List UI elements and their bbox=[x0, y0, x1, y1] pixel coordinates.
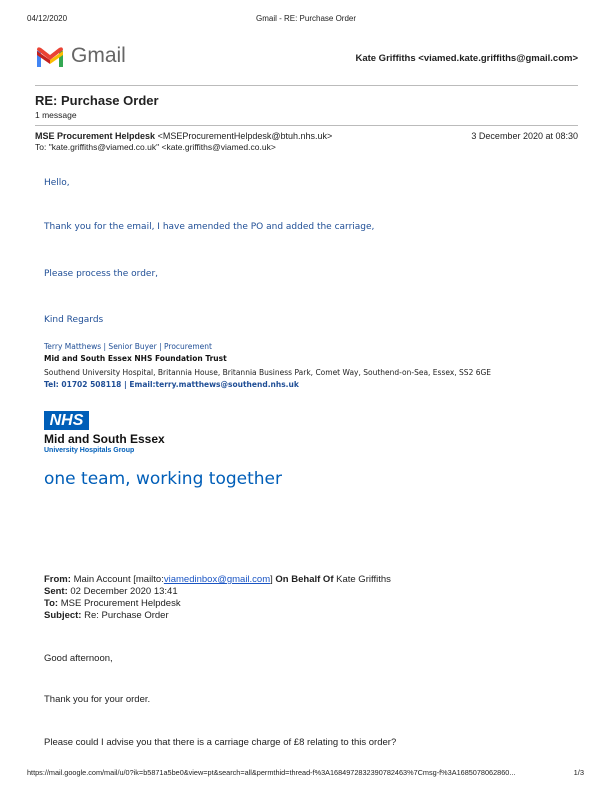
quoted-sent bbox=[44, 586, 178, 597]
quoted-from-pre: Main Account [mailto: bbox=[73, 574, 164, 585]
body-line-2: Please process the order, bbox=[44, 269, 159, 279]
signature-address: Southend University Hospital, Britannia House, Britannia Business Park, Comet Way, Southend-on-Sea, Essex, SS2 6GE bbox=[44, 368, 492, 377]
body-closing: Kind Regards bbox=[44, 315, 104, 325]
message-date: 3 December 2020 at 08:30 bbox=[471, 131, 578, 141]
quoted-greeting: Good afternoon, bbox=[44, 653, 113, 664]
quoted-to-value: MSE Procurement Helpdesk bbox=[60, 598, 181, 609]
print-date: 04/12/2020 bbox=[27, 14, 68, 23]
nhs-logo: NHS bbox=[44, 411, 89, 430]
gmail-logo-icon[interactable] bbox=[35, 45, 65, 69]
signature-contact bbox=[44, 380, 299, 389]
body-greeting: Hello, bbox=[44, 178, 70, 188]
quoted-to bbox=[44, 598, 181, 609]
thread-subject: RE: Purchase Order bbox=[35, 93, 159, 108]
message-sender bbox=[35, 131, 332, 141]
signature-org: Mid and South Essex NHS Foundation Trust bbox=[44, 354, 227, 363]
message-recipient: To: "kate.griffiths@viamed.co.uk" <kate.griffiths@viamed.co.uk> bbox=[35, 142, 276, 152]
logo-org-name: Mid and South Essex bbox=[44, 432, 165, 446]
quoted-to-label: To: bbox=[44, 598, 59, 609]
quoted-sent-label: Sent: bbox=[44, 586, 68, 597]
logo-tagline: one team, working together bbox=[44, 469, 282, 489]
quoted-sent-value: 02 December 2020 13:41 bbox=[70, 586, 178, 597]
quoted-subject-value: Re: Purchase Order bbox=[84, 610, 169, 621]
quoted-subject bbox=[44, 610, 169, 621]
signature-name: Terry Matthews | Senior Buyer | Procurement bbox=[44, 342, 212, 351]
quoted-line-1: Thank you for your order. bbox=[44, 694, 151, 705]
sender-email: <MSEProcurementHelpdesk@btuh.nhs.uk> bbox=[157, 131, 333, 141]
divider bbox=[35, 125, 578, 126]
quoted-behalf-label: On Behalf Of bbox=[275, 574, 334, 585]
quoted-subject-label: Subject: bbox=[44, 610, 82, 621]
account-label: Kate Griffiths <viamed.kate.griffiths@gmail.com> bbox=[355, 53, 578, 64]
message-count: 1 message bbox=[35, 110, 77, 120]
quoted-from-post: ] bbox=[270, 574, 273, 585]
quoted-behalf-value: Kate Griffiths bbox=[336, 574, 391, 585]
divider bbox=[35, 85, 578, 86]
quoted-from bbox=[44, 574, 391, 585]
signature-tel: Tel: 01702 508118 | bbox=[44, 380, 127, 389]
quoted-from-label: From: bbox=[44, 574, 71, 585]
footer-page-number: 1/3 bbox=[573, 768, 584, 777]
quoted-from-link[interactable]: viamedinbox@gmail.com bbox=[163, 574, 271, 585]
print-title: Gmail - RE: Purchase Order bbox=[255, 14, 357, 23]
footer-url: https://mail.google.com/mail/u/0?ik=b5871a5be0&view=pt&search=all&permthid=thread-f%3A1684972832390782463%7Cmsg-f%3A1685078062860... bbox=[27, 768, 516, 777]
signature-email[interactable]: Email:terry.matthews@southend.nhs.uk bbox=[129, 380, 299, 389]
sender-name: MSE Procurement Helpdesk bbox=[35, 131, 156, 141]
quoted-line-2: Please could I advise you that there is a carriage charge of £8 relating to this order? bbox=[44, 737, 397, 748]
logo-org-sub: University Hospitals Group bbox=[44, 447, 135, 454]
gmail-logo-text: Gmail bbox=[71, 44, 126, 67]
body-line-1: Thank you for the email, I have amended the PO and added the carriage, bbox=[44, 222, 375, 232]
